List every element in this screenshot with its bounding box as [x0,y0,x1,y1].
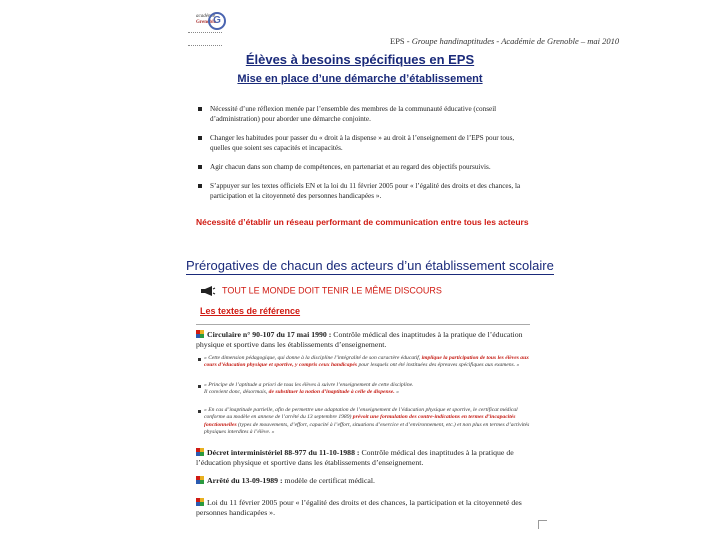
list-item: Nécessité d’une réflexion menée par l’ensemble des membres de la communauté éducative (conseil d’administration) pour aborder une démarche conjointe. [196,104,536,124]
bullet-flag-icon [196,330,204,338]
reference-circular-1990: Circulaire n° 90-107 du 17 mai 1990 : Contrôle médical des inaptitudes à la pratique de l’éducation physique et sportive dans les établissements d’enseignement. [196,330,523,349]
references-heading: Les textes de référence [200,306,301,316]
header-prefix: EPS - [390,36,412,46]
bullet-flag-icon [196,498,204,506]
bullet-flag-icon [196,476,204,484]
bullet-flag-icon [196,448,204,456]
quote-2: « Principe de l’aptitude a priori de tous les élèves à suivre l’enseignement de cette discipline. Il convient donc, désormais, de substituer la notion d’inaptitude à celle de dispense. » [204,382,414,396]
corner-mark [538,520,547,529]
reference-arrete-1989: Arrêté du 13-09-1989 : modèle de certificat médical. [196,476,534,486]
slogan-text: TOUT LE MONDE DOIT TENIR LE MÊME DISCOURS [222,285,442,296]
logo-line2: Grenoble [196,20,216,25]
quote-3: « En cas d’inaptitude partielle, afin de permettre une adaptation de l’enseignement de l’éducation physique et sportive, le certificat médical conforme au modèle en annexe de l’arrêté du 13 septembre 1989) prévoit une formulation des contre-indications en termes d’incapacités fonctionnelles (types de mouvements, d’effort, capacité à l’effort, situations d’exercice et d’environnement, etc.) et non plus en termes d’activités physiques interdites à l’élève. » [204,407,530,436]
header-text: Groupe handinaptitudes - Académie de Grenoble – mai 2010 [411,36,620,46]
reference-decree-1988: Décret interministériel 88-977 du 11-10-1988 : Contrôle médical des inaptitudes à la pratique de l’éducation physique et sportive dans les établissements d’enseignement. [196,448,514,467]
quote-1: « Cette dimension pédagogique, qui donne à la discipline l’intégralité de son caractère éducatif, implique la participation de tous les élèves aux cours d’éducation physique et sportive, y compris ceux handicapés pour lesquels ont été instituées des épreuves spécifiques aux examens. » [204,355,529,369]
list-item: Changer les habitudes pour passer du « droit à la dispense » au droit à l’enseignement de l’EPS pour tous, quelles que soient ses capacités et incapacités. [196,133,536,153]
logo-line1: académie [196,14,216,19]
quote-bullet [198,358,201,361]
section-title: Prérogatives de chacun des acteurs d’un établissement scolaire [186,258,554,273]
page-title: Élèves à besoins spécifiques en EPS [245,52,475,67]
page-header [390,36,619,46]
necessity-statement: Nécessité d’établir un réseau performant de communication entre tous les acteurs [196,217,529,227]
bullet-list [196,104,536,210]
page-subtitle: Mise en place d’une démarche d’établissement [237,73,483,85]
divider [196,324,530,325]
logo-glyph: G [208,12,226,30]
reference-law-2005: Loi du 11 février 2005 pour « l’égalité des droits et des chances, la participation et la citoyenneté des personnes handicapées ». [196,498,522,517]
quote-bullet [198,410,201,413]
quote-bullet [198,385,201,388]
list-item: S’appuyer sur les textes officiels EN et la loi du 11 février 2005 pour « l’égalité des droits et des chances, la participation et la citoyenneté des personnes handicapées ». [196,181,536,201]
megaphone-icon [200,285,216,297]
slogan [200,285,442,297]
list-item: Agir chacun dans son champ de compétences, en partenariat et au regard des objectifs poursuivis. [196,162,536,172]
logo-lines [188,32,222,46]
academy-logo [182,10,232,46]
